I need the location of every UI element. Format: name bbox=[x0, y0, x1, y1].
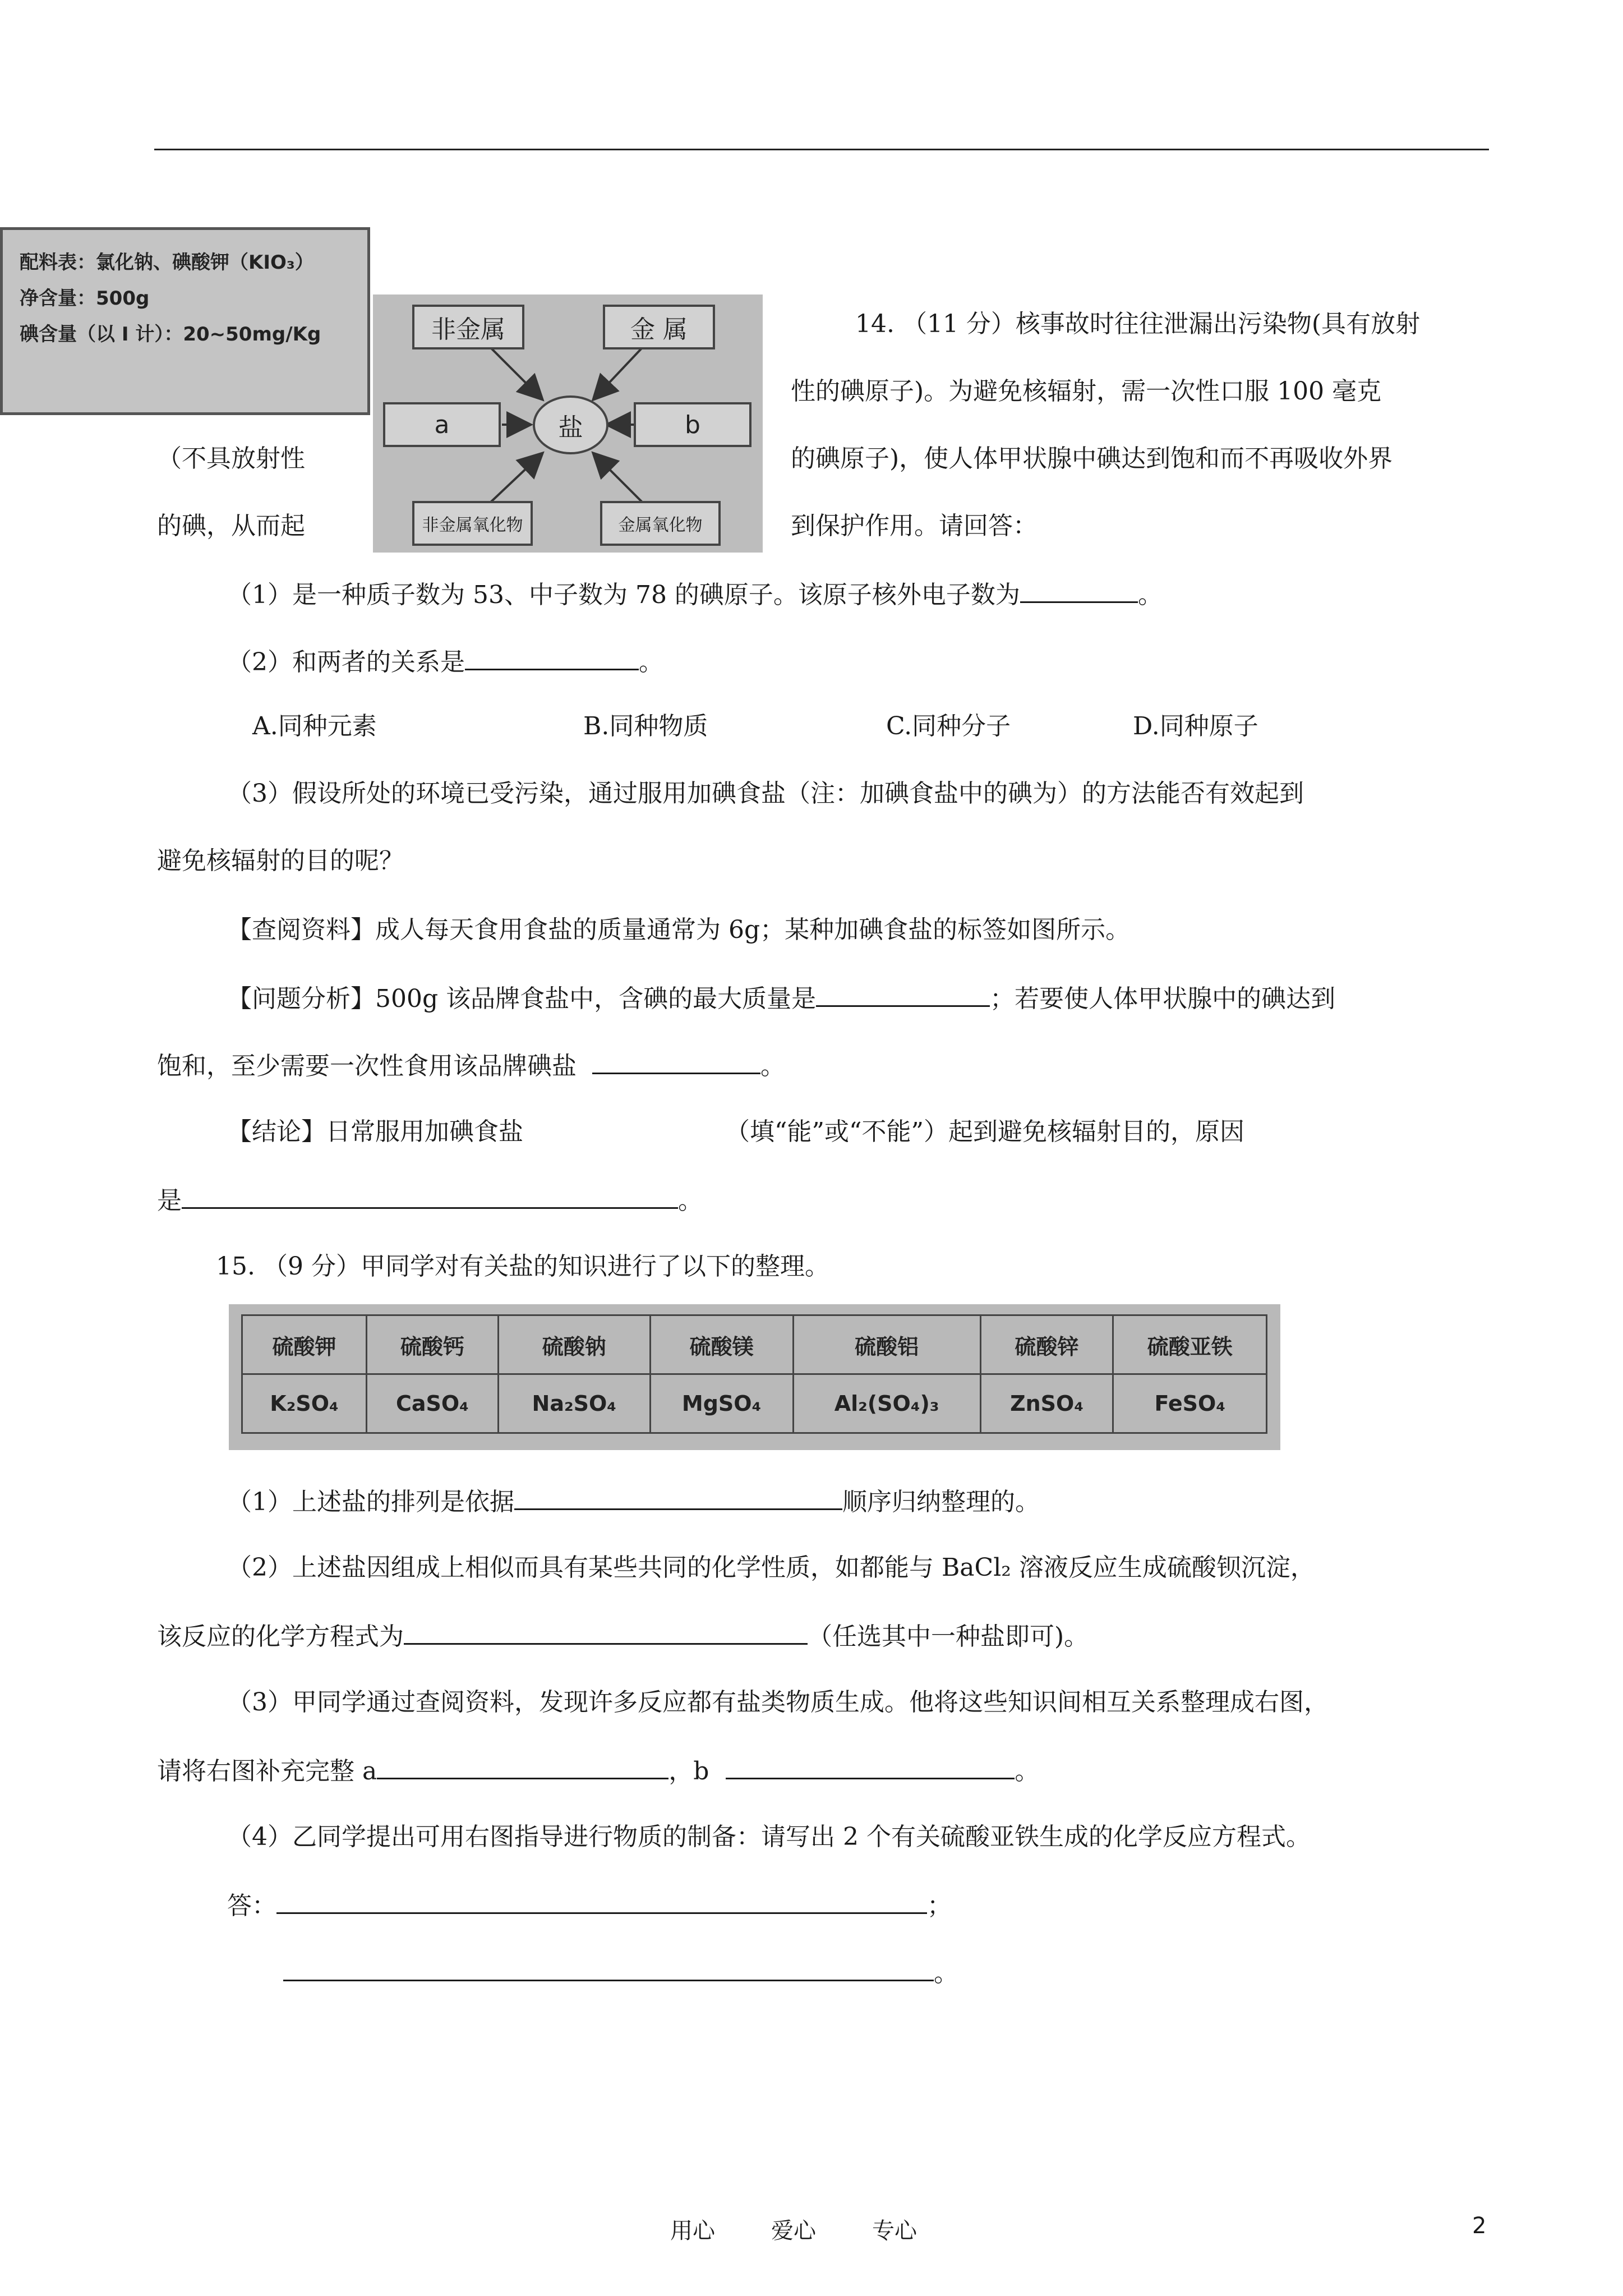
q15-sub3-end: 。 bbox=[1015, 1757, 1040, 1786]
q15-sub3-blank-b[interactable] bbox=[726, 1753, 1015, 1779]
q14-sub2-blank[interactable] bbox=[465, 644, 639, 670]
q14-option-d: D.同种原子 bbox=[1133, 712, 1258, 740]
q14-line3-left: （不具放射性 bbox=[157, 444, 305, 473]
node-metal-oxide: 金属氧化物 bbox=[600, 501, 721, 546]
table-cell: K₂SO₄ bbox=[242, 1374, 367, 1433]
label-net-weight: 净含量：500g bbox=[20, 287, 150, 310]
table-cell: Na₂SO₄ bbox=[498, 1374, 650, 1433]
q14-option-a: A.同种元素 bbox=[252, 712, 377, 740]
q14-research: 【查阅资料】成人每天食用食盐的质量通常为 6g；某种加碘食盐的标签如图所示。 bbox=[227, 915, 1131, 944]
table-cell: ZnSO₄ bbox=[980, 1374, 1113, 1433]
table-cell: 硫酸镁 bbox=[650, 1315, 793, 1374]
q14-line4-right: 到保护作用。请回答： bbox=[791, 512, 1038, 540]
q15-answer-sep1: ； bbox=[927, 1892, 952, 1920]
table-cell: 硫酸钙 bbox=[366, 1315, 498, 1374]
node-a: a bbox=[383, 402, 501, 447]
q15-sub1 bbox=[227, 1484, 1040, 1519]
table-cell: MgSO₄ bbox=[650, 1374, 793, 1433]
q14-analysis-line1 bbox=[227, 981, 1335, 1016]
salt-label-image bbox=[0, 227, 370, 415]
q14-analysis-line2 bbox=[157, 1048, 785, 1083]
q14-sub3-line2: 避免核辐射的目的呢？ bbox=[157, 846, 404, 875]
q15-sub3-line1: （3）甲同学通过查阅资料，发现许多反应都有盐类物质生成。他将这些知识间相互关系整理成右图， bbox=[227, 1688, 1329, 1717]
node-salt: 盐 bbox=[533, 395, 608, 454]
node-nonmetal: 非金属 bbox=[412, 305, 524, 349]
q14-sub2 bbox=[227, 644, 663, 679]
sulfate-table-image bbox=[229, 1304, 1280, 1450]
q14-analysis-text2: ；若要使人体甲状腺中的碘达到 bbox=[990, 984, 1336, 1013]
q14-line4-left: 的碘，从而起 bbox=[157, 512, 305, 540]
q15-sub2-line1: （2）上述盐因组成上相似而具有某些共同的化学性质，如都能与 BaCl₂ 溶液反应生成硫酸钡沉淀， bbox=[227, 1553, 1315, 1582]
q15-answer-line2 bbox=[283, 1955, 958, 1990]
q14-analysis-blank1[interactable] bbox=[816, 981, 990, 1007]
node-b: b bbox=[634, 402, 751, 447]
table-cell: 硫酸亚铁 bbox=[1113, 1315, 1267, 1374]
salt-relation-diagram bbox=[373, 295, 763, 553]
label-iodine-content: 碘含量（以 I 计）：20~50mg/Kg bbox=[20, 323, 321, 346]
header-rule bbox=[154, 149, 1489, 150]
q15-sub1-text2: 顺序归纳整理的。 bbox=[842, 1488, 1040, 1516]
label-ingredients: 配料表：氯化钠、碘酸钾（KIO₃） bbox=[20, 251, 314, 274]
page-number: 2 bbox=[1472, 2213, 1487, 2239]
table-cell: 硫酸钠 bbox=[498, 1315, 650, 1374]
q14-reason bbox=[157, 1182, 703, 1218]
q14-reason-blank[interactable] bbox=[182, 1182, 678, 1209]
q14-analysis-end: 。 bbox=[760, 1052, 785, 1080]
q15-answer-label: 答： bbox=[227, 1892, 276, 1920]
q15-answer-line1 bbox=[227, 1888, 952, 1923]
footer-motto-1: 用心 bbox=[670, 2218, 715, 2244]
footer-motto-2: 爱心 bbox=[771, 2218, 816, 2244]
q14-reason-end: 。 bbox=[678, 1186, 703, 1215]
table-cell: Al₂(SO₄)₃ bbox=[793, 1374, 980, 1433]
sulfate-table bbox=[241, 1314, 1267, 1434]
q15-sub2-text2: （任选其中一种盐即可)。 bbox=[808, 1622, 1089, 1651]
q15-sub3-blank-a[interactable] bbox=[377, 1753, 668, 1779]
q15-sub3-text-b: ，b bbox=[668, 1757, 709, 1786]
q14-sub2-text: （2）和两者的关系是 bbox=[227, 648, 465, 677]
table-cell: 硫酸锌 bbox=[980, 1315, 1113, 1374]
q15-sub2-blank[interactable] bbox=[404, 1618, 808, 1645]
q14-analysis-blank2[interactable] bbox=[592, 1048, 760, 1074]
q14-analysis-text3: 饱和，至少需要一次性食用该品牌碘盐 bbox=[157, 1052, 577, 1080]
q14-line2: 性的碘原子)。为避免核辐射，需一次性口服 100 毫克 bbox=[791, 377, 1382, 406]
q15-sub2-text1: 该反应的化学方程式为 bbox=[157, 1622, 404, 1651]
q14-option-b: B.同种物质 bbox=[583, 712, 708, 740]
table-cell: CaSO₄ bbox=[366, 1374, 498, 1433]
q14-conclusion-text2: （填“能”或“不能”）起到避免核辐射目的，原因 bbox=[725, 1117, 1244, 1146]
q14-line1: 14. （11 分）核事故时往往泄漏出污染物(具有放射 bbox=[855, 310, 1421, 338]
q14-sub3-line1: （3）假设所处的环境已受污染，通过服用加碘食盐（注：加碘食盐中的碘为）的方法能否有效起到 bbox=[227, 779, 1304, 808]
q14-option-c: C.同种分子 bbox=[886, 712, 1011, 740]
q14-conclusion bbox=[227, 1115, 1244, 1149]
q15-sub1-text1: （1）上述盐的排列是依据 bbox=[227, 1488, 514, 1516]
table-cell: FeSO₄ bbox=[1113, 1374, 1267, 1433]
table-cell: 硫酸钾 bbox=[242, 1315, 367, 1374]
q15-sub3-text-a: 请将右图补充完整 a bbox=[157, 1757, 377, 1786]
q15-sub1-blank[interactable] bbox=[514, 1484, 842, 1510]
q15-answer-blank1[interactable] bbox=[276, 1888, 927, 1914]
q14-sub1 bbox=[227, 577, 1163, 612]
q15-title: 15. （9 分）甲同学对有关盐的知识进行了以下的整理。 bbox=[216, 1252, 829, 1281]
q15-answer-blank2[interactable] bbox=[283, 1955, 934, 1981]
q14-conclusion-text1: 【结论】日常服用加碘食盐 bbox=[227, 1117, 523, 1146]
table-row-names bbox=[242, 1315, 1267, 1374]
q14-sub2-end: 。 bbox=[639, 648, 663, 677]
q14-sub1-text: （1）是一种质子数为 53、中子数为 78 的碘原子。该原子核外电子数为 bbox=[227, 581, 1020, 609]
q14-line3-right: 的碘原子)，使人体甲状腺中碘达到饱和而不再吸收外界 bbox=[791, 444, 1393, 473]
table-row-formulas bbox=[242, 1374, 1267, 1433]
node-nonmetal-oxide: 非金属氧化物 bbox=[412, 501, 533, 546]
q15-sub2-line2 bbox=[157, 1618, 1089, 1654]
footer-motto-3: 专心 bbox=[872, 2218, 917, 2244]
q14-reason-text: 是 bbox=[157, 1186, 182, 1215]
q15-sub3-line2 bbox=[157, 1753, 1039, 1788]
q15-sub4: （4）乙同学提出可用右图指导进行物质的制备：请写出 2 个有关硫酸亚铁生成的化学反应方程式。 bbox=[227, 1823, 1311, 1851]
q14-analysis-text1: 【问题分析】500g 该品牌食盐中，含碘的最大质量是 bbox=[227, 984, 817, 1013]
node-metal: 金 属 bbox=[603, 305, 715, 349]
q15-answer-sep2: 。 bbox=[934, 1959, 958, 1987]
table-cell: 硫酸铝 bbox=[793, 1315, 980, 1374]
q14-sub1-end: 。 bbox=[1137, 581, 1163, 609]
q14-sub1-blank[interactable] bbox=[1020, 577, 1138, 603]
